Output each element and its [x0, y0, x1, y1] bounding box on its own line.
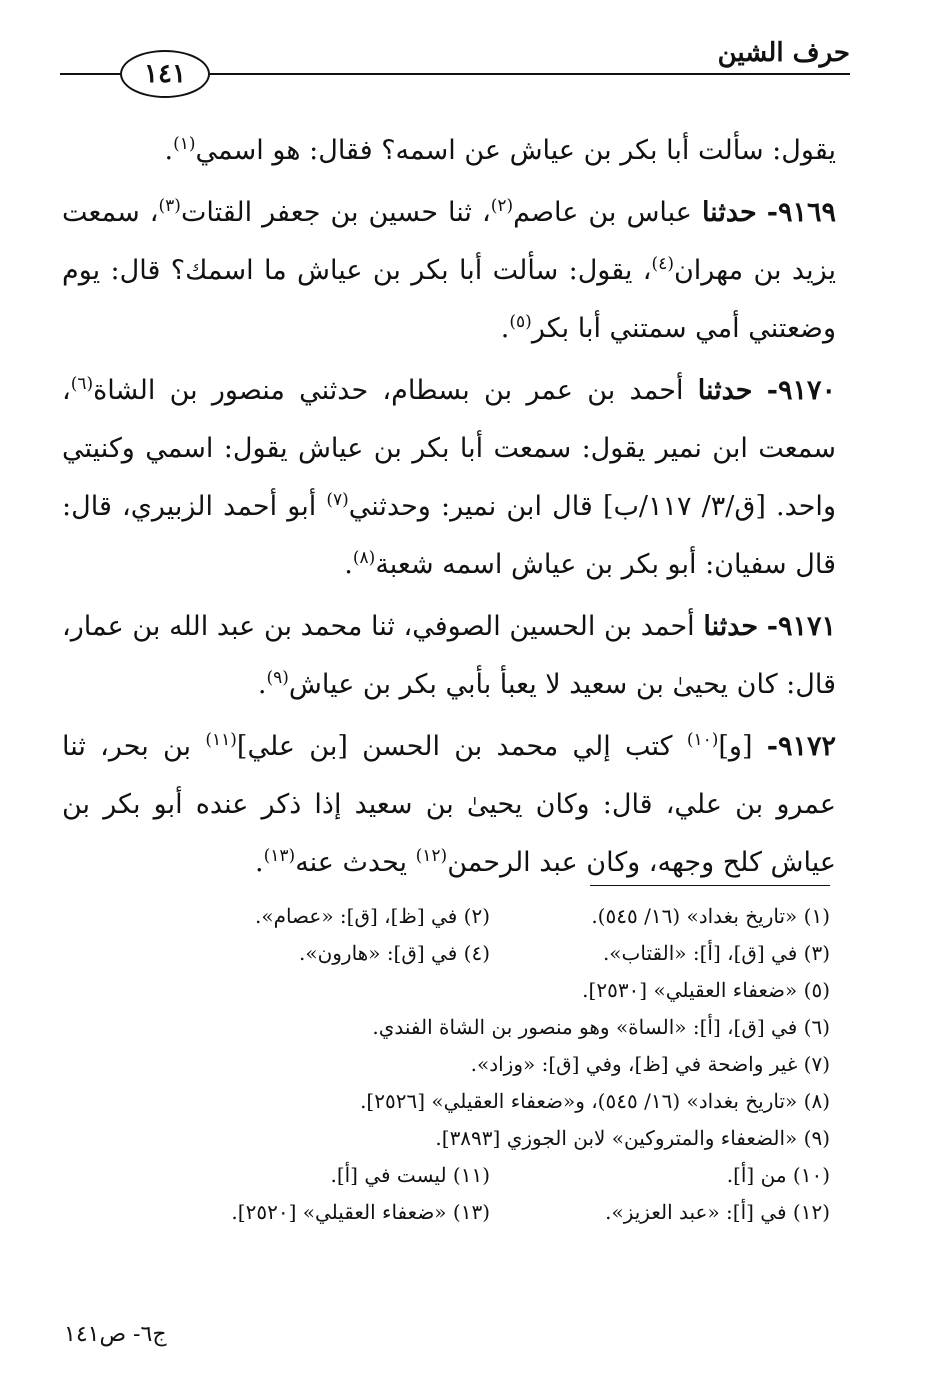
footnote-7: (٧) غير واضحة في [ظ]، وفي [ق]: «وزاد».	[470, 1052, 830, 1076]
hadith-number: ٩١٧١-	[766, 611, 836, 642]
footnote-ref[interactable]: (٥)	[509, 312, 532, 332]
hadith-number: ٩١٧٠-	[766, 375, 836, 406]
footnote-row	[150, 1046, 830, 1083]
paragraph-continuation	[62, 122, 836, 180]
text-run: ، سمعت ابن نمير يقول: سمعت أبا بكر بن عياش يقول: اسمي وكنيتي واحد. [ق/٣/ ١١٧/ب] قال ابن نمير: وحدثني	[62, 375, 836, 522]
footnote-1: (١) «تاريخ بغداد» (١٦/ ٥٤٥).	[591, 904, 830, 928]
hadith-9170	[62, 362, 836, 594]
hadith-9171	[62, 598, 836, 714]
footnote-ref[interactable]: (١٢)	[415, 846, 448, 866]
footnote-row	[150, 935, 830, 972]
page-number-oval	[120, 50, 210, 98]
hadith-number: ٩١٧٢-	[766, 731, 836, 762]
text-run: .	[255, 847, 264, 878]
footnotes	[150, 898, 830, 1231]
footnote-12: (١٢) في [أ]: «عبد العزيز».	[605, 1200, 830, 1224]
main-text	[62, 122, 836, 896]
text-run: .	[344, 549, 353, 580]
footnote-11: (١١) ليست في [أ].	[330, 1163, 490, 1187]
text-run: أحمد بن عمر بن بسطام، حدثني منصور بن الشاة	[93, 375, 684, 406]
chapter-title: حرف الشين	[717, 38, 850, 68]
text-run: ، يقول: سألت أبا بكر بن عياش ما اسمك؟ قال: يوم وضعتني أمي سمتني أبا بكر	[62, 255, 836, 344]
footnote-ref[interactable]: (٨)	[352, 548, 376, 568]
page-header	[60, 30, 850, 100]
text-run: كتب إلي محمد بن الحسن [بن علي]	[236, 731, 673, 762]
footnote-ref[interactable]: (١٠)	[686, 730, 719, 750]
page-number: ١٤١	[144, 59, 186, 89]
footnote-13: (١٣) «ضعفاء العقيلي» [٢٥٢٠].	[231, 1200, 490, 1224]
footnote-ref[interactable]: (١٣)	[263, 846, 296, 866]
footnote-ref[interactable]: (١١)	[205, 730, 237, 750]
footnote-separator	[590, 885, 830, 886]
narration-keyword: حدثنا	[701, 197, 757, 228]
text-run: أبو أحمد الزبيري، قال: قال سفيان: أبو بكر بن عياش اسمه شعبة	[62, 491, 836, 580]
text-run: بن بحر، ثنا عمرو بن علي، قال: وكان يحيىٰ بن سعيد إذا ذكر عنده أبو بكر بن عياش كلح وجهه، وكان عبد الرحمن	[62, 731, 836, 878]
footnote-row	[150, 1194, 830, 1231]
hadith-9172	[62, 718, 836, 892]
footnote-ref[interactable]: (٩)	[266, 668, 289, 688]
footnote-row	[150, 1083, 830, 1120]
footnote-ref[interactable]: (٦)	[70, 374, 94, 394]
footnote-ref[interactable]: (٧)	[326, 490, 349, 510]
footnote-3: (٣) في [ق]، [أ]: «القتاب».	[602, 941, 830, 965]
text-run: .	[257, 669, 267, 700]
text-run: [و]	[718, 731, 753, 762]
volume-page-reference: ج٦- ص١٤١	[64, 1322, 167, 1347]
footnote-4: (٤) في [ق]: «هارون».	[298, 941, 490, 965]
text-run: .	[500, 313, 510, 344]
footnote-row	[150, 1157, 830, 1194]
footnote-ref[interactable]: (٣)	[158, 196, 181, 216]
text-run: .	[164, 135, 174, 166]
hadith-number: ٩١٦٩-	[766, 197, 836, 228]
text-run: يقول: سألت أبا بكر بن عياش عن اسمه؟ فقال: هو اسمي	[195, 135, 836, 166]
footnote-10: (١٠) من [أ].	[726, 1163, 830, 1187]
text-run: أحمد بن الحسين الصوفي، ثنا محمد بن عبد الله بن عمار، قال: كان يحيىٰ بن سعيد لا يعبأ بأبي بكر بن عياش	[62, 611, 836, 700]
footnote-row	[150, 1009, 830, 1046]
footnote-ref[interactable]: (٢)	[490, 196, 514, 216]
footnote-6: (٦) في [ق]، [أ]: «الساة» وهو منصور بن الشاة الفندي.	[372, 1015, 830, 1039]
text-run: عباس بن عاصم	[513, 197, 692, 228]
text-run: يحدث عنه	[295, 847, 408, 878]
text-run: ، ثنا حسين بن جعفر القتات	[180, 197, 491, 228]
footnote-row	[150, 972, 830, 1009]
hadith-9169	[62, 184, 836, 358]
footnote-ref[interactable]: (١)	[173, 134, 196, 154]
footnote-row	[150, 898, 830, 935]
footnote-2: (٢) في [ظ]، [ق]: «عصام».	[254, 904, 490, 928]
footnote-8: (٨) «تاريخ بغداد» (١٦/ ٥٤٥)، و«ضعفاء العقيلي» [٢٥٢٦].	[360, 1089, 830, 1113]
footnote-5: (٥) «ضعفاء العقيلي» [٢٥٣٠].	[582, 978, 830, 1002]
footnote-9: (٩) «الضعفاء والمتروكين» لابن الجوزي [٣٨٩٣].	[435, 1126, 830, 1150]
text-run: ، سمعت يزيد بن مهران	[62, 197, 837, 286]
narration-keyword: حدثنا	[697, 375, 753, 406]
footnote-ref[interactable]: (٤)	[651, 254, 674, 274]
narration-keyword: حدثنا	[703, 611, 759, 642]
footnote-row	[150, 1120, 830, 1157]
